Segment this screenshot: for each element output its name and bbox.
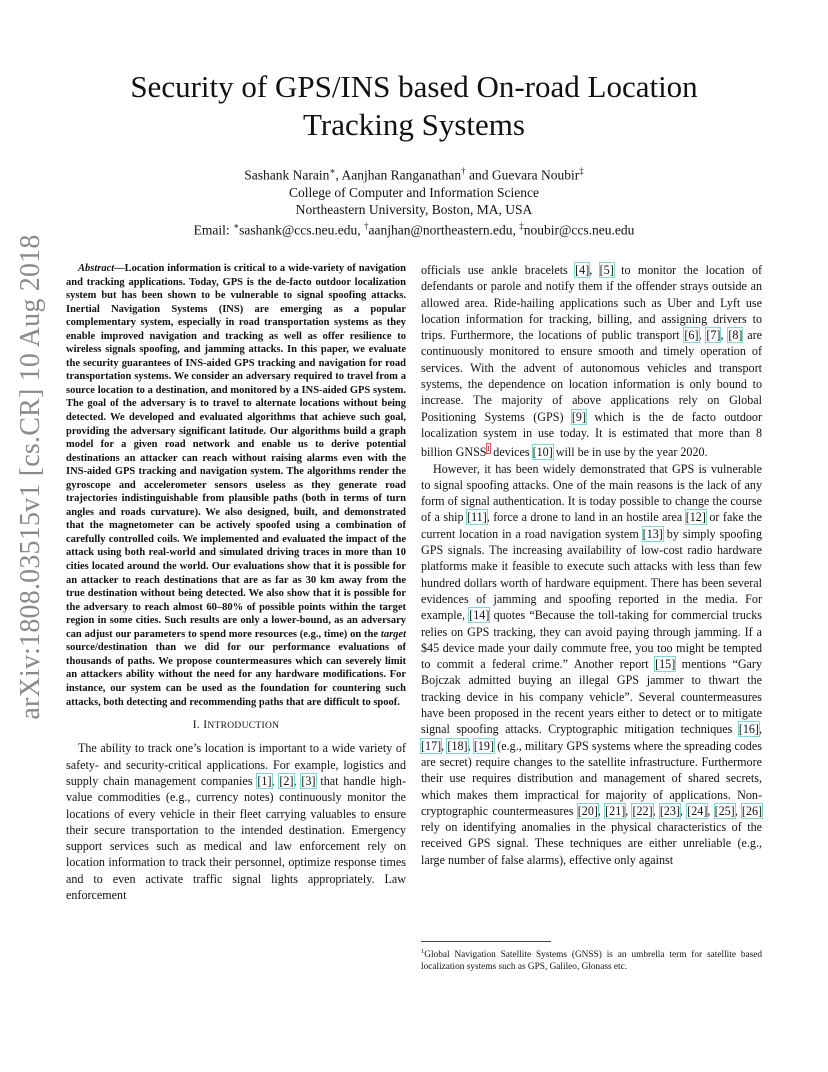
email-3: noubir@ccs.neu.edu — [523, 222, 635, 237]
text-run: quotes “Because the toll-taking for commercial trucks relies on GPS tracking, they can avoid paying through jamming. If a $45 device made your daily commute free, you too might be tempted to commit a federal crime.” Another report — [421, 608, 762, 672]
author-names — [0, 163, 828, 184]
author-1-mark: ∗ — [329, 166, 336, 176]
text-run: that handle high-value commodities (e.g., currency notes) continuously monitor the locations of every vehicle in their fleet carrying valuables to ensure their secure transportation to the intended destination. Emergency support services such as medical and law enforcement rely on location information to track their personnel, optimize response times and to even activate traffic signal lights appropriately. Law enforcement — [66, 773, 407, 903]
citation-link[interactable]: [25] — [714, 803, 735, 818]
citation-link[interactable]: [9] — [571, 409, 586, 424]
email-2: aanjhan@northeastern.edu, — [368, 222, 520, 237]
footnote-text: Global Navigation Satellite Systems (GNSS) is an umbrella term for satellite based localization systems such as GPS, Galileo, Glonass etc. — [421, 950, 762, 973]
citation-link[interactable]: [21] — [605, 803, 626, 818]
email-1: sashank@ccs.neu.edu, — [239, 222, 364, 237]
arxiv-stamp — [4, 234, 58, 720]
author-block — [0, 163, 828, 238]
citation-link[interactable]: [24] — [687, 803, 708, 818]
text-run: are continuously monitored to ensure smooth and timely operation of services. With the advent of autonomous vehicles and transport systems, the dependence on location information is only bound to increase. The majority of above applications rely on Global Positioning Systems (GPS) — [421, 328, 762, 424]
citation-link[interactable]: [18] — [447, 738, 468, 753]
left-column — [66, 262, 406, 903]
text-run: , — [707, 803, 715, 818]
citation-link[interactable]: [13] — [642, 526, 663, 541]
intro-paragraph-2 — [421, 461, 762, 868]
text-run: which is the de facto outdoor localization system in use today. It is estimated that more than 8 billion GNSS — [421, 409, 762, 460]
text-run: , — [734, 803, 742, 818]
citation-link[interactable]: [8] — [728, 328, 743, 343]
text-run: However, it has been widely demonstrated that GPS is vulnerable to signal spoofing attacks. One of the main reasons is the lack of any form of signal authentication. It is today possible to change the course of a ship — [421, 461, 762, 525]
text-run: , force a drone to land in an hostile area — [486, 510, 686, 525]
email-1-mark: ∗ — [232, 220, 240, 231]
section-number: I. — [192, 719, 204, 732]
text-run: , — [597, 803, 606, 818]
university: Northeastern University, Boston, MA, USA — [295, 201, 533, 217]
citation-link[interactable]: [2] — [279, 773, 294, 788]
citation-link[interactable]: [20] — [577, 803, 598, 818]
email-line — [0, 218, 828, 239]
title-line-1: Security of GPS/INS based On-road Location — [130, 69, 698, 104]
text-run: The ability to track one’s location is important to a wide variety of safety- and security-critical applications. For example, logistics and supply chain management companies — [66, 741, 406, 788]
citation-link[interactable]: [12] — [685, 510, 706, 525]
text-run: officials use ankle bracelets — [421, 263, 576, 277]
intro-paragraph-1-cont — [421, 262, 762, 461]
abstract-dash: — — [114, 263, 125, 274]
text-run: (e.g., military GPS systems where the spreading codes are secret) require changes to the satellite infrastructure. Furthermore their use requires distribution and management of shared secrets, which makes them impractical for majority of applications. Non-cryptographic countermeasures — [421, 738, 763, 818]
text-run: devices — [490, 445, 533, 460]
author-1: Sashank Narain — [244, 167, 330, 183]
section-heading-introduction — [66, 717, 406, 734]
text-run: , — [441, 738, 448, 753]
text-run: by simply spoofing GPS signals. The increasing availability of low-cost radio hardware platforms make it feasible to execute such attacks with less than few hundred dollars worth of hardware equipment. There has been several evidences of jamming and spoofing reported in the media. For example, — [421, 526, 762, 623]
citation-link[interactable]: [26] — [741, 803, 763, 818]
text-run: to monitor the location of defendants or parole and notify them if the offender strays outside an allowed area. Ride-hailing applications such as Uber and Lyft use location information for tracking, billing, and assigning drivers to trips. Furthermore, the locations of public transport — [421, 263, 763, 343]
abstract-text-2: source/destination than we did for our performance evaluations of thousands of paths. We propose countermeasures which can severely limit an attackers ability without the need for any hardware modifications. For instance, our system can be used as the foundation for countering such attacks, both detecting and recommending paths that are difficult to spoof. — [66, 642, 406, 708]
text-run: rely on identifying anomalies in the physical characteristics of the received GPS signal. These techniques are either unreliable (e.g., large number of false alarms), effective only against — [421, 820, 762, 867]
citation-link[interactable]: [7] — [706, 328, 721, 343]
text-run: will be in use by the year 2020. — [552, 445, 708, 460]
citation-link[interactable]: [14] — [469, 608, 490, 623]
abstract-text-1: Location information is critical to a wide-variety of navigation and tracking applications. Today, GPS is the de-facto outdoor localization system but has been shown to be vulnerable to signal spoofing attacks. Inertial Navigation Systems (INS) are emerging as a popular complementary system, especially in road transportation systems as they enable improved navigation and tracking as well as offer resilience to wireless signals spoofing, and jamming attacks. In this paper, we evaluate the security guarantees of INS-aided GPS tracking and navigation for road transportation systems. We consider an adversary required to travel from a source location to a destination, and monitored by a INS-aided GPS system. The goal of the adversary is to travel to alternate locations without being detected. We developed and evaluated algorithms that achieve such goal, providing the adversary significant latitude. Our algorithms build a graph model for a given road network and enable us to derive potential destinations an attacker can reach without raising alarms even with the INS-aided GPS tracking and navigation system. The algorithms render the gyroscope and accelerometer sensors useless as they generate road trajectories indistinguishable from plausible paths (both in terms of turn angles and roads curvature). We also designed, built, and demonstrated that the magnetometer can be actively spoofed using a combination of carefully controlled coils. We implemented and evaluated the impact of the attack using both real-world and simulated driving traces in more than 10 cities located around the world. Our evaluations show that it is possible for an attacker to reach destinations that are as far as 30 km away from the true destination without being detected. We also show that it is possible for the adversary to reach almost 60–80% of possible points within the target region in some cities. Such results are only a lower-bound, as an adversary can adjust our parameters to spend more resources (e.g., time) on the — [66, 263, 406, 640]
author-3-mark: ‡ — [579, 166, 584, 176]
email-label: Email: — [193, 222, 233, 237]
citation-link[interactable]: [1] — [257, 773, 272, 788]
citation-link[interactable]: [10] — [532, 445, 553, 460]
text-run: , — [293, 773, 302, 788]
citation-link[interactable]: [17] — [421, 738, 442, 753]
footnote-mark: 1 — [421, 948, 425, 955]
footnote-link[interactable]: 1 — [486, 444, 491, 454]
text-run: , — [589, 263, 600, 277]
text-run: or fake the current location in a road navigation system — [421, 510, 762, 541]
citation-link[interactable]: [16] — [738, 722, 759, 737]
author-2: , Aanjhan Ranganathan — [335, 167, 462, 183]
text-run: , — [758, 722, 762, 737]
citation-link[interactable]: [6] — [684, 328, 699, 343]
intro-paragraph-1 — [66, 740, 406, 903]
title-line-2: Tracking Systems — [303, 107, 525, 142]
paper-title — [0, 68, 828, 144]
abstract — [66, 262, 406, 709]
abstract-emphasis: target — [380, 628, 406, 640]
text-run: , — [698, 328, 707, 343]
citation-link[interactable]: [22] — [632, 803, 653, 818]
text-run: , — [271, 773, 280, 788]
section-title-cap: I — [203, 719, 208, 732]
citation-link[interactable]: [5] — [599, 263, 614, 277]
citation-link[interactable]: [23] — [659, 803, 680, 818]
arxiv-stamp-text: arXiv:1808.03515v1 [cs.CR] 10 Aug 2018 — [15, 234, 46, 720]
citation-link[interactable]: [15] — [655, 657, 676, 672]
text-run: mentions “Gary Bojczak admitted buying an illegal GPS jammer to thwart the tracking device in his company vehicle”. Several countermeasures have been proposed in the recent years either to detect or to mitigate signal spoofing attacks. Cryptographic mitigation techniques — [421, 657, 763, 737]
author-3: and Guevara Noubir — [465, 167, 580, 183]
citation-link[interactable]: [3] — [301, 773, 316, 788]
text-run: , — [720, 328, 729, 343]
footnote-rule — [421, 941, 551, 942]
text-run: , — [652, 803, 660, 818]
abstract-label: Abstract — [78, 263, 115, 274]
email-3-mark: ‡ — [519, 220, 524, 231]
text-run: , — [625, 803, 633, 818]
right-column — [421, 262, 762, 868]
affiliation: College of Computer and Information Science — [288, 184, 540, 200]
footnote — [421, 946, 762, 974]
section-title-rest: NTRODUCTION — [207, 721, 280, 732]
citation-link[interactable]: [11] — [467, 510, 487, 525]
citation-link[interactable]: [4] — [575, 263, 590, 277]
author-2-mark: † — [461, 166, 466, 176]
email-2-mark: † — [364, 220, 369, 231]
citation-link[interactable]: [19] — [473, 738, 494, 753]
text-run: , — [680, 803, 688, 818]
text-run: , — [467, 738, 474, 753]
